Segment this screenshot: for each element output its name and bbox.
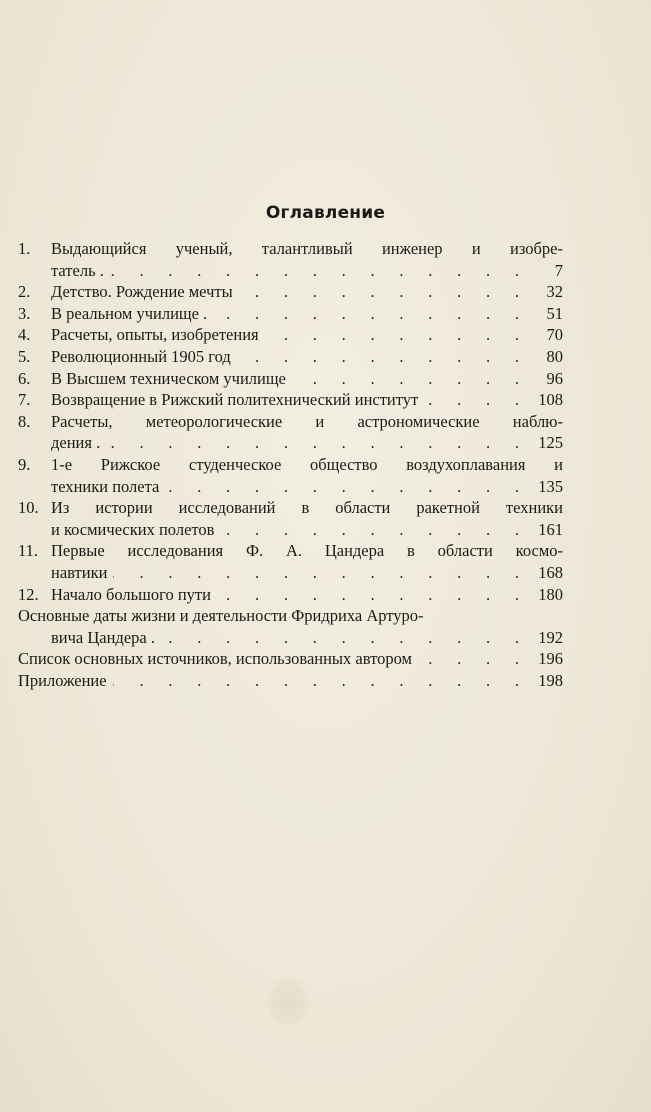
toc-entry-number: 7. xyxy=(18,390,31,410)
toc-entry-title: В Высшем техническом училище xyxy=(51,368,286,388)
toc-dot-leader xyxy=(239,281,519,303)
toc-entry-line xyxy=(18,260,563,282)
toc-entry-title: Возвращение в Рижский политехнический институт xyxy=(51,390,419,410)
toc-entry-number: 1. xyxy=(18,239,31,258)
toc-page-number: 7 xyxy=(554,260,563,280)
toc-entry-title: Основные даты жизни и деятельности Фридриха Артуро- xyxy=(18,606,424,626)
toc-entry-title: Расчеты, метеорологические и астрономические наблю- xyxy=(51,411,563,431)
toc-dot-leader xyxy=(106,432,519,454)
toc-entry xyxy=(18,238,563,281)
toc-dot-leader xyxy=(213,303,519,325)
toc-page-number: 32 xyxy=(546,282,563,302)
toc-page-number: 180 xyxy=(538,584,563,604)
toc-entry-number: 10. xyxy=(18,498,39,518)
toc-entry-line xyxy=(18,540,563,562)
toc-page-number: 135 xyxy=(538,476,563,496)
table-of-contents xyxy=(18,238,563,691)
toc-page-number: 108 xyxy=(538,390,563,410)
toc-dot-leader xyxy=(237,346,519,368)
toc-entry-line xyxy=(18,324,563,346)
toc-entry-line xyxy=(18,562,563,584)
toc-entry xyxy=(18,281,563,303)
toc-entry xyxy=(18,670,563,692)
toc-entry xyxy=(18,411,563,454)
toc-page-number: 96 xyxy=(546,368,563,388)
toc-dot-leader xyxy=(113,562,519,584)
toc-entry-line xyxy=(18,411,563,433)
toc-entry-number: 2. xyxy=(18,282,31,302)
toc-entry-line xyxy=(18,497,563,519)
toc-entry-number: 9. xyxy=(18,454,31,474)
toc-entry-number: 3. xyxy=(18,303,31,323)
toc-entry-title: навтики xyxy=(51,562,108,582)
toc-entry-title: Начало большого пути xyxy=(51,584,211,604)
toc-entry xyxy=(18,648,563,670)
toc-page-number: 161 xyxy=(538,519,563,539)
toc-dot-leader xyxy=(113,670,519,692)
toc-dot-leader xyxy=(110,260,519,282)
toc-page-number: 70 xyxy=(546,325,563,345)
toc-entry-title: и космических полетов xyxy=(51,519,215,539)
toc-entry-line xyxy=(18,476,563,498)
toc-page-number: 196 xyxy=(538,649,563,669)
toc-dot-leader xyxy=(418,648,519,670)
toc-entry-line xyxy=(18,627,563,649)
toc-entry xyxy=(18,368,563,390)
toc-dot-leader xyxy=(265,324,519,346)
toc-entry xyxy=(18,454,563,497)
toc-page-number: 198 xyxy=(538,670,563,690)
toc-entry-line xyxy=(18,389,563,411)
toc-entry-line xyxy=(18,648,563,670)
toc-page-number: 192 xyxy=(538,627,563,647)
toc-dot-leader xyxy=(424,389,519,411)
toc-entry-line xyxy=(18,584,563,606)
toc-dot-leader xyxy=(161,627,519,649)
toc-entry-title: вича Цандера . xyxy=(51,627,155,647)
toc-entry-title: В реальном училище . xyxy=(51,303,208,323)
toc-entry-title: Список основных источников, использованных автором xyxy=(18,649,412,669)
toc-entry xyxy=(18,324,563,346)
toc-entry-title: Выдающийся ученый, талантливый инженер и изобре- xyxy=(51,239,563,258)
toc-dot-leader xyxy=(220,519,519,541)
toc-dot-leader xyxy=(292,368,519,390)
toc-entry-number: 12. xyxy=(18,584,39,604)
toc-page-number: 125 xyxy=(538,433,563,453)
toc-entry xyxy=(18,540,563,583)
toc-dot-leader xyxy=(217,584,519,606)
toc-entry xyxy=(18,497,563,540)
toc-entry-title: Расчеты, опыты, изобретения xyxy=(51,325,259,345)
toc-entry-title: техники полета xyxy=(51,476,160,496)
toc-entry-line xyxy=(18,281,563,303)
toc-entry-title: Из истории исследований в области ракетной техники xyxy=(51,498,563,518)
toc-entry-number: 5. xyxy=(18,346,31,366)
toc-entry-title: Революционный 1905 год xyxy=(51,346,231,366)
toc-dot-leader xyxy=(165,476,519,498)
toc-entry-title: Детство. Рождение мечты xyxy=(51,282,233,302)
toc-entry-line xyxy=(18,303,563,325)
toc-entry-title: 1-е Рижское студенческое общество воздухоплавания и xyxy=(51,454,563,474)
toc-entry-number: 8. xyxy=(18,411,31,431)
toc-entry-title: татель . xyxy=(51,260,104,280)
toc-entry-line xyxy=(18,238,563,260)
toc-page-number: 80 xyxy=(546,346,563,366)
paper-stain xyxy=(268,978,308,1026)
toc-entry-number: 4. xyxy=(18,325,31,345)
toc-entry xyxy=(18,303,563,325)
toc-entry-number: 6. xyxy=(18,368,31,388)
toc-entry-line xyxy=(18,519,563,541)
toc-entry xyxy=(18,584,563,606)
toc-entry xyxy=(18,389,563,411)
toc-page-number: 51 xyxy=(546,303,563,323)
toc-entry xyxy=(18,346,563,368)
toc-entry-number: 11. xyxy=(18,541,39,561)
toc-entry-line xyxy=(18,368,563,390)
toc-entry xyxy=(18,605,563,648)
toc-entry-line xyxy=(18,454,563,476)
toc-entry-line xyxy=(18,432,563,454)
toc-entry-line xyxy=(18,670,563,692)
toc-entry-title: Первые исследования Ф. А. Цандера в области космо- xyxy=(51,541,563,561)
toc-entry-line xyxy=(18,346,563,368)
toc-page-number: 168 xyxy=(538,562,563,582)
toc-entry-line xyxy=(18,605,563,627)
toc-entry-title: Приложение xyxy=(18,670,107,690)
toc-entry-title: дения . xyxy=(51,433,101,453)
page-title: Оглавление xyxy=(265,203,386,223)
